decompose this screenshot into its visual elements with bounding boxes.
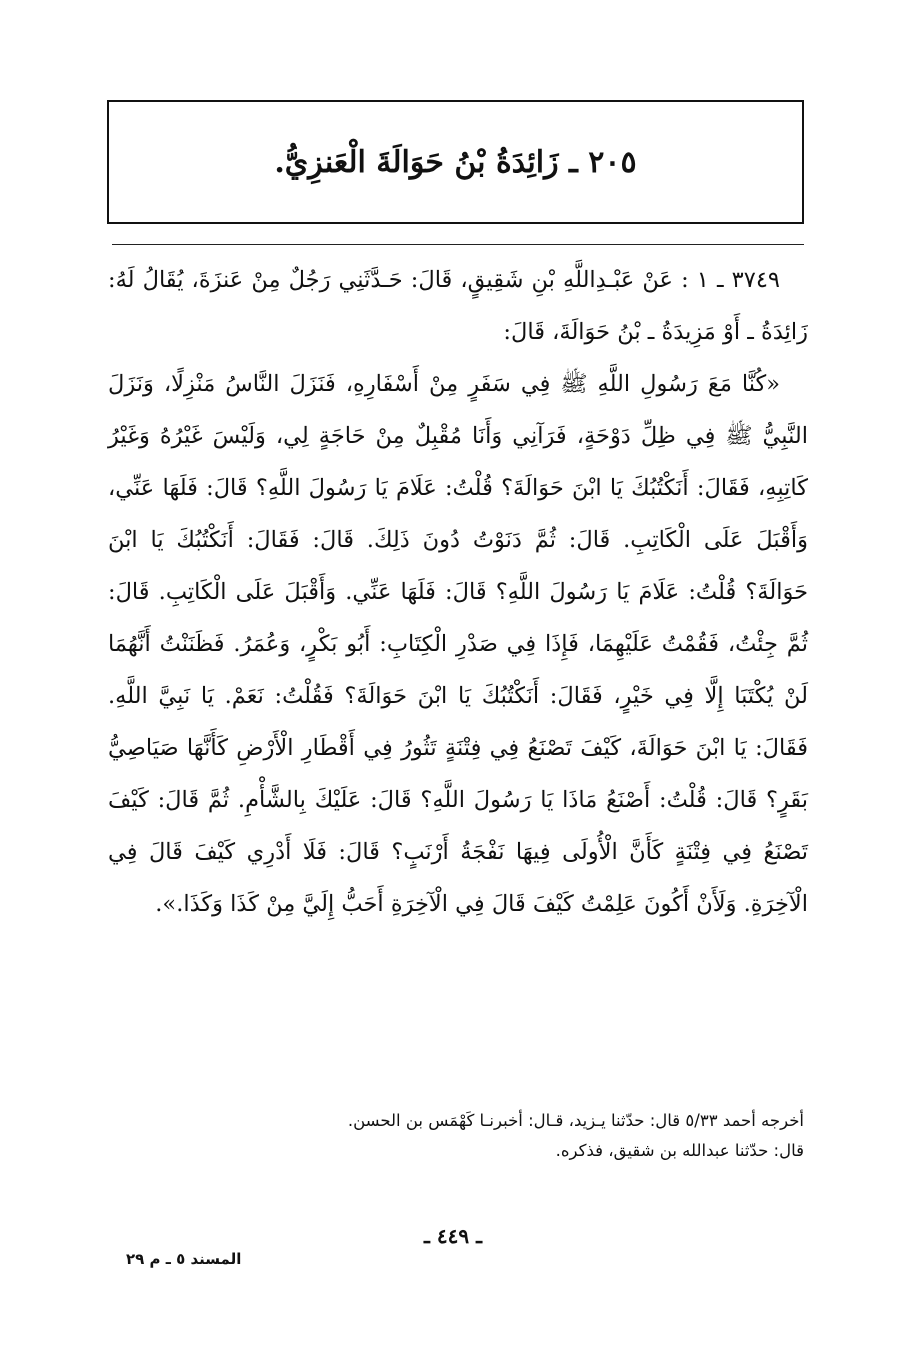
- hadith-number: ٣٧٤٩ ـ ١ :: [681, 267, 780, 293]
- volume-signature: المسند ٥ ـ م ٢٩: [126, 1250, 242, 1268]
- hadith-paragraph-1: عَنْ عَبْـدِاللَّهِ بْنِ شَقِيقٍ، قَالَ: حَـدَّثَنِي رَجُلٌ مِنْ عَنزَةَ، يُقَالُ لَهُ: زَائِدَةُ ـ أَوْ مَزِيدَةُ ـ بْنُ حَوَالَةَ، قَالَ:: [108, 267, 808, 345]
- chapter-title: ٢٠٥ ـ زَائِدَةُ بْنُ حَوَالَةَ الْعَنزِيُّ.: [274, 144, 637, 180]
- hadith-paragraph-2: «كُنَّا مَعَ رَسُولِ اللَّهِ ﷺ فِي سَفَرٍ مِنْ أَسْفَارِهِ، فَنَزَلَ النَّاسُ مَنْزِلًا، وَنَزَلَ النَّبِيُّ ﷺ فِي ظِلِّ دَوْحَةٍ، فَرَآنِي وَأَنَا مُقْبِلٌ مِنْ حَاجَةٍ لِي، وَلَيْسَ غَيْرُهُ وَغَيْرُ كَاتِبِهِ، فَقَالَ: أَنَكْتُبُكَ يَا ابْنَ حَوَالَةَ؟ قُلْتُ: عَلَامَ يَا رَسُولَ اللَّهِ؟ قَالَ: فَلَهَا عَنِّي، وَأَقْبَلَ عَلَى الْكَاتِبِ. قَالَ: ثُمَّ دَنَوْتُ دُونَ ذَلِكَ. قَالَ: فَقَالَ: أَنَكْتُبُكَ يَا ابْنَ حَوَالَةَ؟ قُلْتُ: عَلَامَ يَا رَسُولَ اللَّهِ؟ قَالَ: فَلَهَا عَنِّي. وَأَقْبَلَ عَلَى الْكَاتِبِ. قَالَ: ثُمَّ جِئْتُ، فَقُمْتُ عَلَيْهِمَا، فَإِذَا فِي صَدْرِ الْكِتَابِ: أَبُو بَكْرٍ، وَعُمَرُ. فَظَنَنْتُ أَنَّهُمَا لَنْ يُكْتَبَا إِلَّا فِي خَيْرٍ، فَقَالَ: أَنَكْتُبُكَ يَا ابْنَ حَوَالَةَ؟ فَقُلْتُ: نَعَمْ. يَا نَبِيَّ اللَّهِ. فَقَالَ: يَا ابْنَ حَوَالَةَ، كَيْفَ تَصْنَعُ فِي فِتْنَةٍ تَثُورُ فِي أَقْطَارِ الْأَرْضِ كَأَنَّهَا صَيَاصِيُّ بَقَرٍ؟ قَالَ: قُلْتُ: أَصْنَعُ مَاذَا يَا رَسُولَ اللَّهِ؟ قَالَ: عَلَيْكَ بِالشَّأْمِ. ثُمَّ قَالَ: كَيْفَ تَصْنَعُ فِي فِتْنَةٍ كَأَنَّ الْأُولَى فِيهَا نَفْجَةُ أَرْنَبٍ؟ قَالَ: فَلَا أَدْرِي كَيْفَ قَالَ فِي الْآخِرَةِ. وَلَأَنْ أَكُونَ عَلِمْتُ كَيْفَ قَالَ فِي الْآخِرَةِ أَحَبُّ إِلَيَّ مِنْ كَذَا وَكَذَا.».: [108, 371, 808, 917]
- chapter-title-box: [107, 100, 804, 224]
- hadith-text: [108, 254, 808, 930]
- page-number: ـ ٤٤٩ ـ: [424, 1224, 482, 1248]
- footnote: [108, 1106, 804, 1166]
- footnote-line-1: أخرجه أحمد ٥/٣٣ قال: حدّثنا يـزيد، قـال: أخبرنـا كَهْمَس بن الحسن.: [347, 1111, 804, 1130]
- hadith-matn: [108, 358, 808, 930]
- footnote-line-2: قال: حدّثنا عبدالله بن شقيق، فذكره.: [555, 1141, 804, 1160]
- hadith-isnad: [108, 254, 808, 358]
- separator-rule: [112, 244, 804, 245]
